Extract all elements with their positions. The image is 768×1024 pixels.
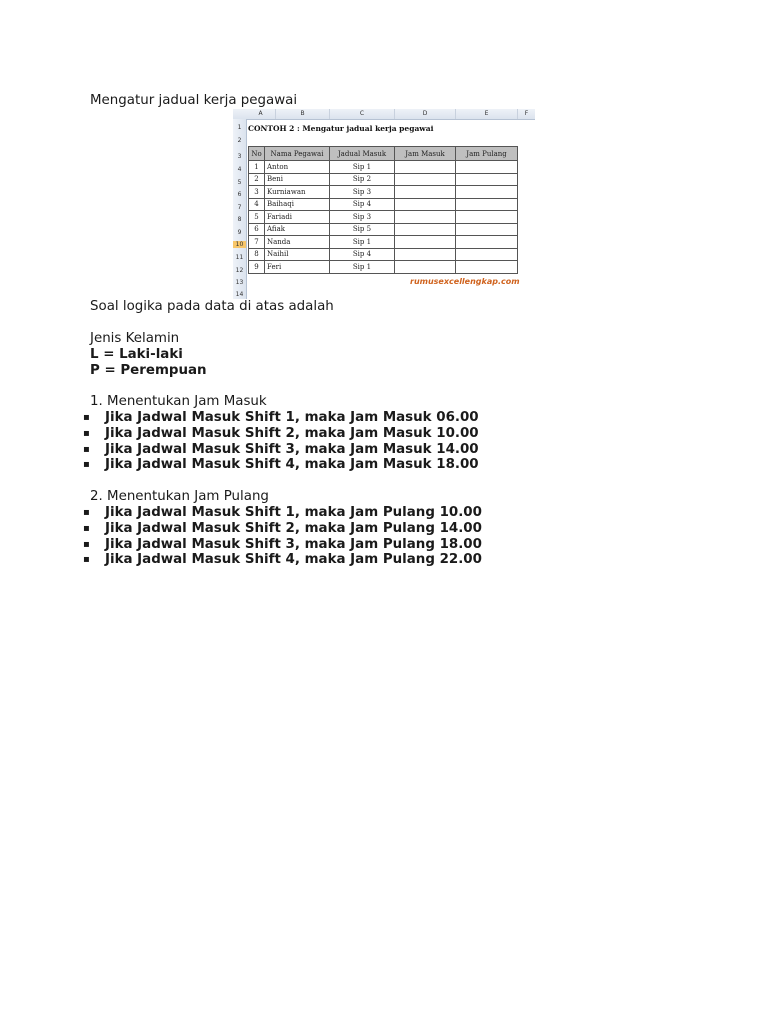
column-header: D	[395, 109, 456, 119]
cell-no: 7	[249, 236, 265, 249]
cell-no: 2	[249, 173, 265, 186]
table-row	[249, 248, 518, 261]
spreadsheet-image	[233, 109, 535, 299]
cell-jam-pulang	[456, 248, 518, 261]
list-item	[83, 442, 479, 458]
cell-jam-masuk	[395, 223, 456, 236]
row-number: 4	[237, 166, 242, 173]
cell-nama: Kurniawan	[265, 186, 330, 199]
cell-no: 1	[249, 161, 265, 174]
cell-nama: Afiak	[265, 223, 330, 236]
gender-heading: Jenis Kelamin	[90, 331, 180, 346]
column-header: C	[330, 109, 395, 119]
section1-heading: 1. Menentukan Jam Masuk	[90, 394, 267, 409]
list-item	[83, 537, 482, 553]
row-number: 3	[237, 153, 242, 160]
cell-jadual: Sip 1	[330, 236, 395, 249]
list-item-text: Jika Jadwal Masuk Shift 1, maka Jam Masuk 06.00	[105, 410, 479, 425]
gender-p: P = Perempuan	[90, 363, 207, 378]
row-number: 6	[237, 191, 242, 198]
header-cell: Jam Pulang	[456, 147, 518, 161]
row-number-selected: 10	[233, 241, 246, 248]
bullet-icon: ▪	[83, 444, 90, 455]
cell-jam-pulang	[456, 161, 518, 174]
cell-nama: Feri	[265, 261, 330, 274]
list-item	[83, 457, 479, 473]
column-header: F	[524, 110, 529, 117]
cell-no: 6	[249, 223, 265, 236]
cell-no: 3	[249, 186, 265, 199]
column-header: E	[456, 109, 518, 119]
cell-jam-pulang	[456, 173, 518, 186]
row-number: 13	[235, 279, 244, 286]
list-item	[83, 505, 482, 521]
cell-nama: Anton	[265, 161, 330, 174]
cell-jam-masuk	[395, 236, 456, 249]
row-number: 5	[237, 179, 242, 186]
section2-heading: 2. Menentukan Jam Pulang	[90, 489, 269, 504]
cell-jadual: Sip 3	[330, 211, 395, 224]
table-row	[249, 236, 518, 249]
sheet-title: CONTOH 2 : Mengatur jadual kerja pegawai	[248, 124, 434, 133]
column-header: B	[276, 109, 330, 119]
cell-nama: Baihaqi	[265, 198, 330, 211]
cell-jam-pulang	[456, 236, 518, 249]
cell-jadual: Sip 4	[330, 198, 395, 211]
list-item-text: Jika Jadwal Masuk Shift 4, maka Jam Masuk 18.00	[105, 457, 479, 472]
cell-jam-pulang	[456, 223, 518, 236]
cell-jam-masuk	[395, 198, 456, 211]
list-item	[83, 426, 479, 442]
list-item	[83, 410, 479, 426]
cell-nama: Beni	[265, 173, 330, 186]
header-cell: Jam Masuk	[395, 147, 456, 161]
column-header-bar	[233, 109, 535, 120]
cell-nama: Fariadi	[265, 211, 330, 224]
schedule-table	[248, 146, 518, 274]
bullet-icon: ▪	[83, 412, 90, 423]
intro-text: Soal logika pada data di atas adalah	[90, 299, 334, 314]
bullet-icon: ▪	[83, 507, 90, 518]
row-number: 1	[237, 124, 242, 131]
row-number: 11	[235, 254, 244, 261]
cell-jam-masuk	[395, 261, 456, 274]
cell-jadual: Sip 3	[330, 186, 395, 199]
cell-nama: Naihil	[265, 248, 330, 261]
row-number: 14	[235, 291, 244, 298]
header-cell: Jadual Masuk	[330, 147, 395, 161]
column-header: A	[246, 109, 276, 119]
page-title: Mengatur jadual kerja pegawai	[90, 93, 298, 108]
cell-jam-pulang	[456, 211, 518, 224]
cell-jam-pulang	[456, 186, 518, 199]
bullet-icon: ▪	[83, 523, 90, 534]
table-row	[249, 173, 518, 186]
row-number: 8	[237, 216, 242, 223]
table-row	[249, 211, 518, 224]
cell-jadual: Sip 2	[330, 173, 395, 186]
cell-jam-masuk	[395, 211, 456, 224]
table-row	[249, 161, 518, 174]
watermark: rumusexcellengkap.com	[410, 277, 520, 286]
cell-jam-pulang	[456, 198, 518, 211]
bullet-icon: ▪	[83, 428, 90, 439]
cell-jadual: Sip 1	[330, 161, 395, 174]
cell-no: 8	[249, 248, 265, 261]
cell-jam-pulang	[456, 261, 518, 274]
cell-jadual: Sip 4	[330, 248, 395, 261]
list-item-text: Jika Jadwal Masuk Shift 2, maka Jam Masuk 10.00	[105, 426, 479, 441]
bullet-icon: ▪	[83, 539, 90, 550]
cell-jadual: Sip 5	[330, 223, 395, 236]
row-number: 9	[237, 229, 242, 236]
list-item	[83, 552, 482, 568]
cell-jam-masuk	[395, 248, 456, 261]
row-number: 2	[237, 137, 242, 144]
header-cell: Nama Pegawai	[265, 147, 330, 161]
row-number: 7	[237, 204, 242, 211]
bullet-icon: ▪	[83, 459, 90, 470]
cell-no: 5	[249, 211, 265, 224]
cell-jam-masuk	[395, 186, 456, 199]
header-cell: No	[249, 147, 265, 161]
cell-nama: Nanda	[265, 236, 330, 249]
list-item-text: Jika Jadwal Masuk Shift 4, maka Jam Pulang 22.00	[105, 552, 482, 567]
gender-l: L = Laki-laki	[90, 347, 183, 362]
cell-jadual: Sip 1	[330, 261, 395, 274]
bullet-icon: ▪	[83, 554, 90, 565]
table-row	[249, 186, 518, 199]
row-number: 12	[235, 267, 244, 274]
table-row	[249, 261, 518, 274]
cell-no: 9	[249, 261, 265, 274]
table-header-row	[249, 147, 518, 161]
table-row	[249, 223, 518, 236]
list-item-text: Jika Jadwal Masuk Shift 2, maka Jam Pulang 14.00	[105, 521, 482, 536]
list-item-text: Jika Jadwal Masuk Shift 1, maka Jam Pulang 10.00	[105, 505, 482, 520]
list-item	[83, 521, 482, 537]
cell-jam-masuk	[395, 161, 456, 174]
cell-jam-masuk	[395, 173, 456, 186]
table-row	[249, 198, 518, 211]
cell-no: 4	[249, 198, 265, 211]
list-item-text: Jika Jadwal Masuk Shift 3, maka Jam Pulang 18.00	[105, 537, 482, 552]
list-item-text: Jika Jadwal Masuk Shift 3, maka Jam Masuk 14.00	[105, 442, 479, 457]
